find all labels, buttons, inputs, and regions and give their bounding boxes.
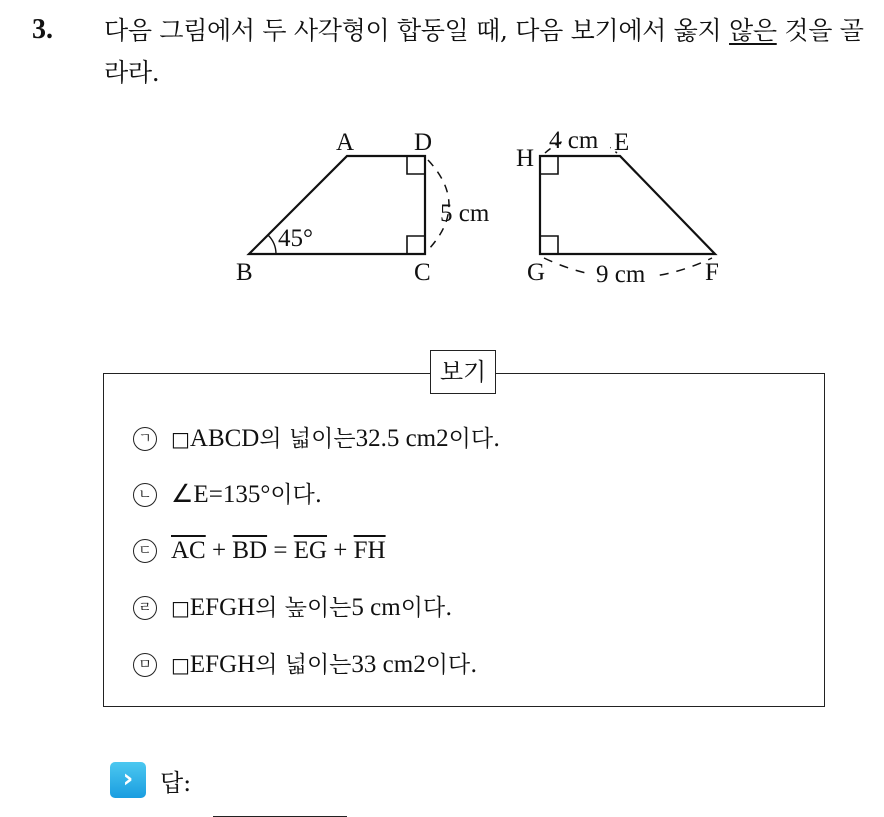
- label-e: E: [614, 129, 630, 156]
- trapezoid-efgh: [540, 156, 715, 254]
- choice-marker: ㄷ: [133, 539, 157, 563]
- choice-marker: ㄴ: [133, 483, 157, 507]
- side-label-5cm: 5 cm: [440, 200, 490, 227]
- choice-item-1: ㄱ □ ABCD 의 넓이는 32.5 cm 2 이다.: [133, 421, 500, 457]
- question-text: 다음 그림에서 두 사각형이 합동일 때, 다음 보기에서 옳지 않은 것을 골라라.: [104, 16, 864, 87]
- choice-item-2: ㄴ ∠ E = 135° 이다.: [133, 477, 322, 513]
- choice-item-3: ㄷ $\overline{AC}$ + $\overline{BD}$ = $\overline{EG}$ + $\overline{FH}$: [133, 533, 386, 569]
- label-g: G: [527, 259, 546, 286]
- label-c: C: [414, 259, 431, 286]
- label-b: B: [236, 259, 253, 286]
- answer-row: [110, 760, 347, 800]
- trapezoid-figure: [0, 0, 884, 320]
- right-angle-mark-h: [540, 156, 558, 174]
- label-f: F: [705, 259, 719, 286]
- emphasis-text: 않은: [729, 16, 777, 45]
- trapezoid-abcd: [249, 156, 425, 254]
- answer-label: 답:: [160, 768, 192, 797]
- right-angle-mark-d: [407, 156, 425, 174]
- right-angle-mark-c: [407, 236, 425, 254]
- question-number: 3.: [32, 14, 53, 45]
- choice-marker: ㅁ: [133, 653, 157, 677]
- right-angle-mark-g: [540, 236, 558, 254]
- bottom-label-9cm: 9 cm: [596, 261, 646, 288]
- angle-label: 45°: [278, 225, 313, 252]
- chevron-right-icon: ›: [110, 762, 146, 798]
- choice-marker: ㄱ: [133, 427, 157, 451]
- choice-marker: ㄹ: [133, 596, 157, 620]
- angle-arc-b: [268, 235, 276, 254]
- choice-item-5: ㅁ □ EFGH 의 넓이는 33 cm 2 이다.: [133, 647, 477, 683]
- label-h: H: [516, 145, 535, 172]
- answer-blank[interactable]: [213, 776, 347, 817]
- label-d: D: [414, 129, 433, 156]
- top-label-4cm: 4 cm: [549, 127, 599, 154]
- choices-box-title: 보기: [430, 350, 496, 394]
- label-a: A: [336, 129, 355, 156]
- choice-item-4: ㄹ □ EFGH 의 높이는 5 cm 이다.: [133, 590, 452, 626]
